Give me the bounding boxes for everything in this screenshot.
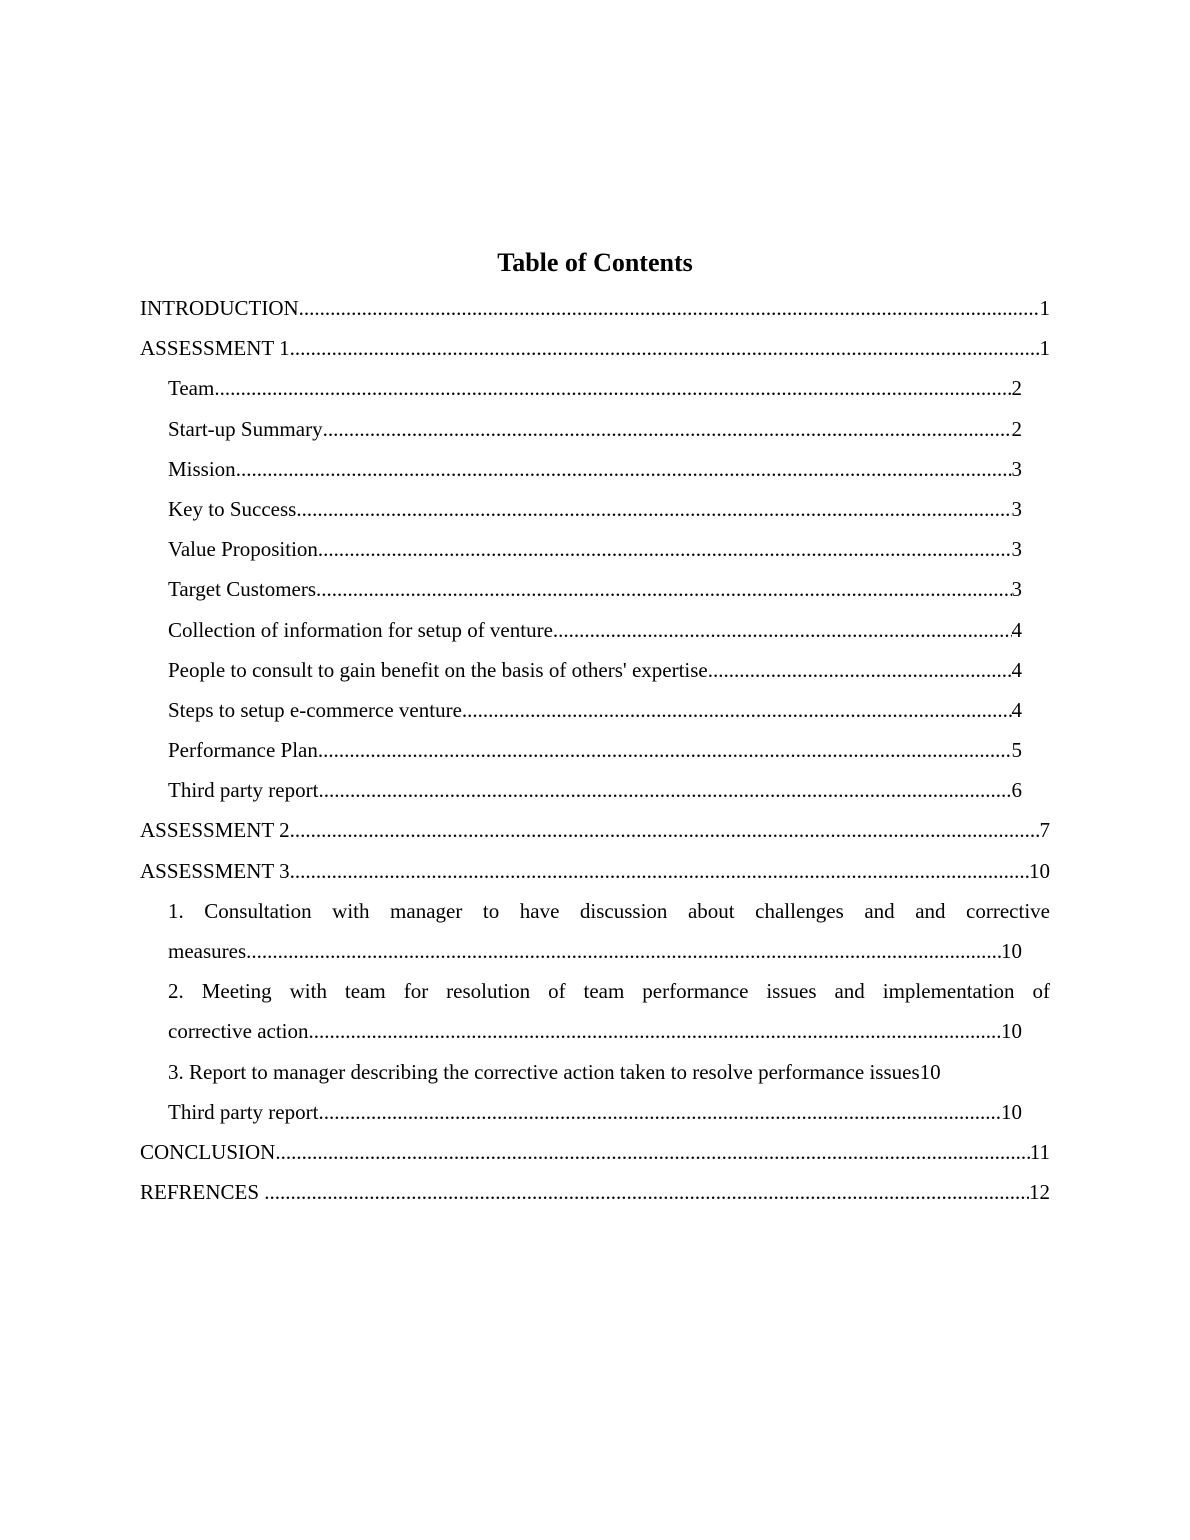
toc-page-number: 11: [1029, 1139, 1050, 1164]
toc-leader-dots: [299, 288, 1040, 328]
toc-page-number: 10: [1029, 858, 1050, 883]
toc-entry-text: corrective action: [168, 1019, 309, 1044]
toc-entry-text: Start-up Summary: [168, 416, 323, 441]
toc-entry-target-customers[interactable]: [168, 569, 1022, 609]
toc-entry-text: Third party report: [168, 1099, 319, 1124]
toc-entry-assessment-1[interactable]: [140, 328, 1050, 368]
toc-page-number: 7: [1039, 818, 1050, 843]
toc-page-number: 1: [1039, 296, 1050, 320]
toc-entry-consultation-line2[interactable]: [168, 931, 1022, 971]
toc-entry-text: Performance Plan: [168, 738, 318, 763]
toc-entry-text: Value Proposition: [168, 537, 318, 562]
toc-page-number: 2: [1011, 416, 1022, 441]
toc-leader-dots: [246, 931, 1001, 971]
toc-entry-text: Steps to setup e-commerce venture: [168, 697, 462, 722]
toc-entry-performance-plan[interactable]: [168, 730, 1022, 770]
toc-leader-dots: [296, 489, 1011, 529]
toc-page-number: 3: [1011, 537, 1022, 562]
toc-entry-startup-summary[interactable]: [168, 409, 1022, 449]
toc-entry-conclusion[interactable]: [140, 1132, 1050, 1172]
toc-leader-dots: [275, 1132, 1029, 1172]
toc-page-number: 1: [1039, 336, 1050, 361]
toc-page-number: 4: [1011, 617, 1022, 642]
toc-entry-text: measures: [168, 939, 247, 963]
toc-leader-dots: [708, 650, 1012, 690]
toc-leader-dots: [290, 328, 1040, 368]
toc-title: Table of Contents: [497, 248, 693, 277]
toc-entry-value-proposition[interactable]: [168, 529, 1022, 569]
toc-entry-assessment-3[interactable]: [140, 851, 1050, 891]
toc-entry-text: Collection of information for setup of venture: [168, 617, 553, 642]
toc-leader-dots: [462, 690, 1012, 730]
toc-entry-meeting-line1[interactable]: 2. Meeting with team for resolution of team performance issues and implementation of: [168, 979, 1050, 1004]
toc-page-number: 4: [1011, 697, 1022, 722]
toc-page-number: 3: [1011, 496, 1022, 521]
toc-entry-meeting-line2[interactable]: [168, 1011, 1022, 1051]
toc-page-number: 10: [1001, 939, 1022, 963]
toc-leader-dots: [309, 1011, 1002, 1051]
toc-leader-dots: [290, 851, 1029, 891]
toc-entry-introduction[interactable]: [140, 288, 1050, 328]
toc-entry-text: Mission: [168, 456, 236, 481]
toc-entry-text: Third party report: [168, 778, 319, 803]
toc-page-number: 10: [919, 1059, 941, 1084]
toc-entry-steps-to-setup[interactable]: [168, 690, 1022, 730]
toc-entry-references[interactable]: [140, 1172, 1050, 1212]
toc-page-number: 6: [1011, 778, 1022, 803]
toc-entry-team[interactable]: [168, 368, 1022, 408]
toc-entry-text: Target Customers: [168, 577, 317, 602]
toc-entry-consultation-line1[interactable]: 1. Consultation with manager to have discussion about challenges and and corrective: [168, 898, 1050, 923]
toc-entry-report-to-manager[interactable]: [168, 1052, 1026, 1092]
toc-page-number: 5: [1011, 738, 1022, 763]
toc-entry-collection-of-information[interactable]: [168, 610, 1022, 650]
toc-leader-dots: [318, 770, 1011, 810]
toc-leader-dots: [264, 1172, 1029, 1212]
toc-entry-text: REFRENCES: [140, 1180, 265, 1205]
toc-entry-text: ASSESSMENT 3: [140, 858, 290, 883]
toc-leader-dots: [323, 409, 1012, 449]
toc-leader-dots: [553, 610, 1012, 650]
toc-entry-text: CONCLUSION: [140, 1139, 276, 1164]
toc-entry-text: People to consult to gain benefit on the basis of others' expertise: [168, 657, 708, 682]
toc-entry-key-to-success[interactable]: [168, 489, 1022, 529]
toc-page-number: 4: [1011, 657, 1022, 682]
toc-leader-dots: [316, 569, 1011, 609]
toc-entry-text: 3. Report to manager describing the corrective action taken to resolve performance issues: [168, 1059, 920, 1084]
table-of-contents: [140, 288, 1050, 1212]
toc-page-number: 10: [1001, 1019, 1022, 1044]
toc-entry-assessment-2[interactable]: [140, 810, 1050, 850]
toc-leader-dots: [318, 529, 1012, 569]
toc-entry-text: ASSESSMENT 2: [140, 818, 290, 843]
toc-entry-text: Key to Success: [168, 496, 297, 521]
toc-entry-mission[interactable]: [168, 449, 1022, 489]
toc-entry-text: INTRODUCTION: [140, 296, 299, 320]
toc-entry-third-party-report[interactable]: [168, 770, 1022, 810]
toc-leader-dots: [236, 449, 1012, 489]
toc-entry-third-party-report-2[interactable]: [168, 1092, 1022, 1132]
toc-leader-dots: [318, 1092, 1001, 1132]
toc-entry-text: Team: [168, 376, 215, 401]
toc-leader-dots: [214, 368, 1011, 408]
toc-page-number: 10: [1001, 1099, 1022, 1124]
toc-entry-text: ASSESSMENT 1: [140, 336, 290, 361]
toc-page-number: 3: [1011, 577, 1022, 602]
toc-page-number: 12: [1029, 1180, 1050, 1205]
toc-page-number: 3: [1011, 456, 1022, 481]
toc-entry-people-to-consult[interactable]: [168, 650, 1022, 690]
toc-leader-dots: [318, 730, 1012, 770]
toc-leader-dots: [290, 810, 1040, 850]
toc-page-number: 2: [1011, 376, 1022, 401]
